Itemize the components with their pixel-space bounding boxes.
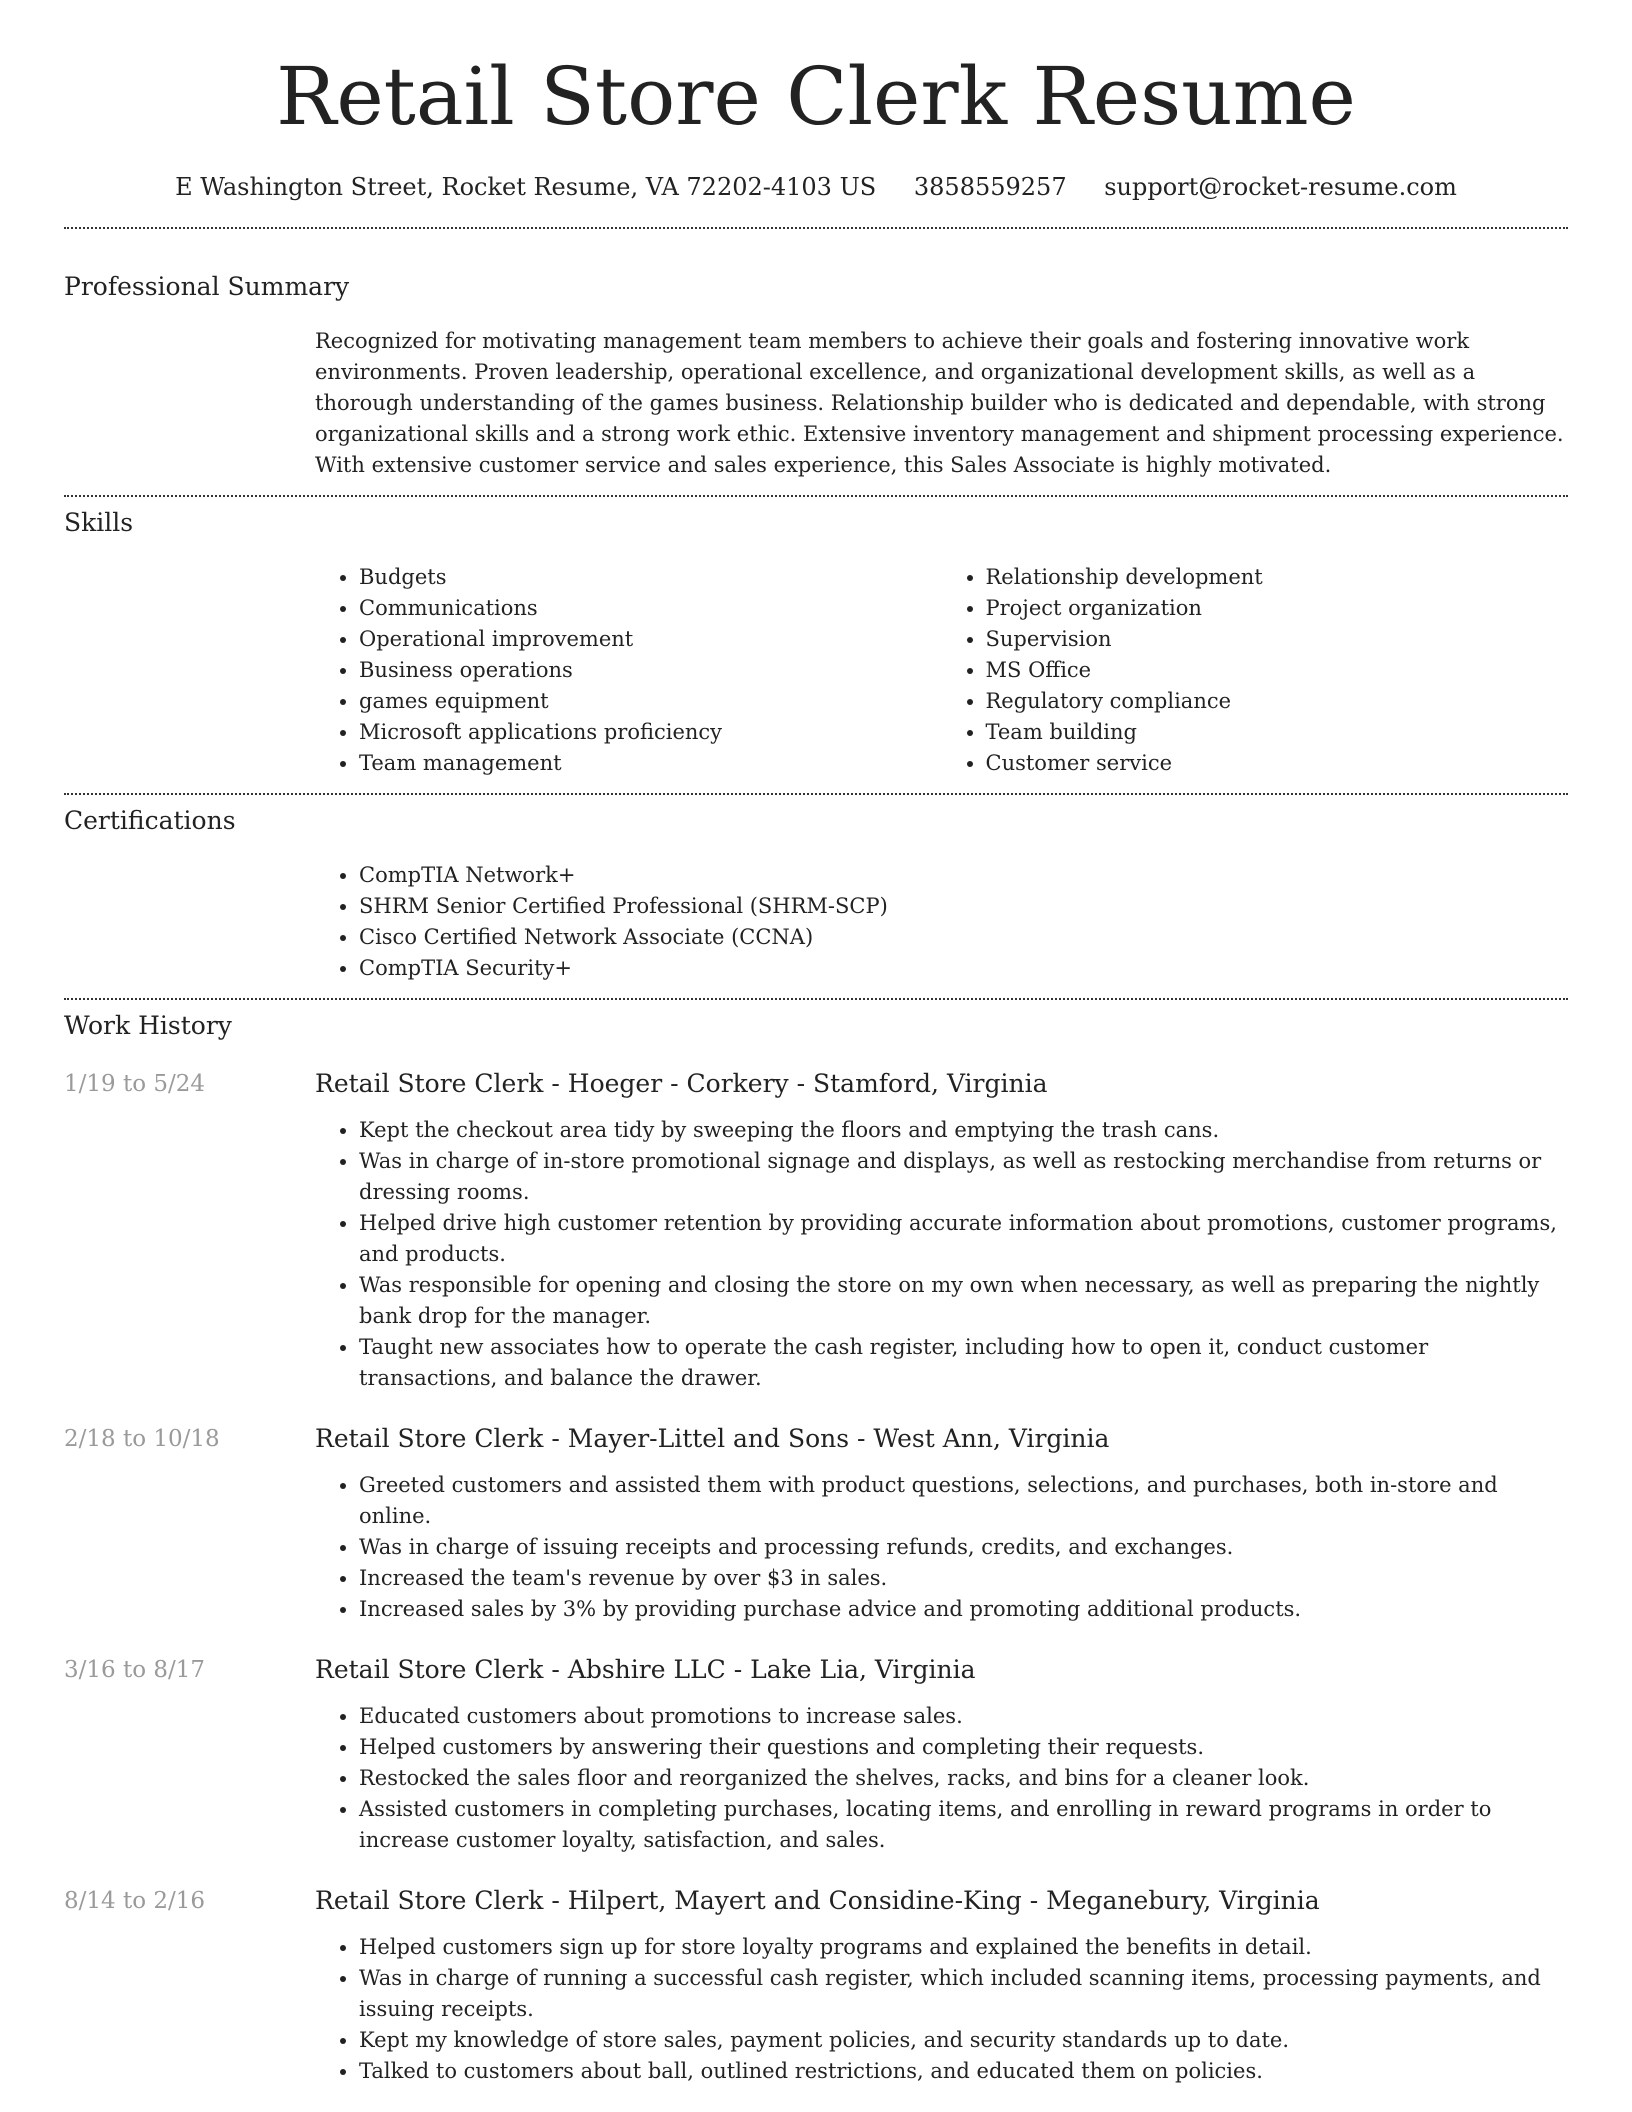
job-dates: 3/16 to 8/17 — [64, 1657, 206, 1683]
job-title: Retail Store Clerk - Abshire LLC - Lake Lia, Virginia — [315, 1655, 976, 1684]
job-title: Retail Store Clerk - Hilpert, Mayert and Considine-King - Meganebury, Virginia — [315, 1886, 1320, 1915]
job-bullets — [315, 1470, 1568, 1625]
job-entry — [64, 1068, 1568, 1394]
list-item: • Greeted customers and assisted them with product questions, selections, and purchases, both in-store and online. — [359, 1470, 1568, 1532]
job-bullets — [315, 1932, 1568, 2087]
job-dates: 1/19 to 5/24 — [64, 1071, 206, 1097]
list-item: • Operational improvement — [359, 624, 942, 655]
list-item: • Was in charge of running a successful cash register, which included scanning items, processing payments, and issuing receipts. — [359, 1963, 1568, 2025]
job-details — [315, 1885, 1568, 2087]
list-item: • Was in charge of issuing receipts and processing refunds, credits, and exchanges. — [359, 1532, 1568, 1563]
job-dates: 2/18 to 10/18 — [64, 1426, 220, 1452]
job-details — [315, 1423, 1568, 1625]
list-item: • Communications — [359, 593, 942, 624]
list-item: • Kept my knowledge of store sales, payment policies, and security standards up to date. — [359, 2025, 1568, 2056]
resume-page — [64, 0, 1568, 2087]
job-details — [315, 1654, 1568, 1856]
list-item: • Supervision — [986, 624, 1569, 655]
skills-list-left — [315, 562, 942, 779]
list-item: • CompTIA Security+ — [359, 953, 1568, 984]
list-item: • Microsoft applications proficiency — [359, 717, 942, 748]
job-bullets — [315, 1701, 1568, 1856]
list-item: • Helped customers sign up for store loyalty programs and explained the benefits in detail. — [359, 1932, 1568, 1963]
skills-list-right — [942, 562, 1569, 779]
divider — [64, 793, 1568, 795]
skills-lists — [315, 562, 1568, 779]
summary-heading: Professional Summary — [64, 272, 350, 301]
phone: 3858559257 — [913, 173, 1067, 201]
divider — [64, 227, 1568, 229]
list-item: • Talked to customers about ball, outlined restrictions, and educated them on policies. — [359, 2056, 1568, 2087]
list-item: • Assisted customers in completing purchases, locating items, and enrolling in reward programs in order to increase customer loyalty, satisfaction, and sales. — [359, 1794, 1568, 1856]
list-item: • Increased sales by 3% by providing purchase advice and promoting additional products. — [359, 1594, 1568, 1625]
contact-line — [64, 167, 1568, 207]
summary-section — [64, 271, 1568, 481]
job-entry — [64, 1423, 1568, 1625]
list-item: • Team building — [986, 717, 1569, 748]
list-item: • Taught new associates how to operate the cash register, including how to open it, conduct customer transactions, and balance the drawer. — [359, 1332, 1568, 1394]
list-item: • Project organization — [986, 593, 1569, 624]
list-item: • Customer service — [986, 748, 1569, 779]
job-title: Retail Store Clerk - Hoeger - Corkery - Stamford, Virginia — [315, 1069, 1048, 1098]
skills-heading: Skills — [64, 508, 134, 537]
list-item: • Was responsible for opening and closing the store on my own when necessary, as well as preparing the nightly bank drop for the manager. — [359, 1270, 1568, 1332]
divider — [64, 495, 1568, 497]
list-item: • SHRM Senior Certified Professional (SHRM-SCP) — [359, 891, 1568, 922]
list-item: • Helped customers by answering their questions and completing their requests. — [359, 1732, 1568, 1763]
list-item: • Was in charge of in-store promotional signage and displays, as well as restocking merchandise from returns or dressing rooms. — [359, 1146, 1568, 1208]
skills-section — [64, 507, 1568, 779]
list-item: • Restocked the sales floor and reorganized the shelves, racks, and bins for a cleaner look. — [359, 1763, 1568, 1794]
list-item: • Educated customers about promotions to increase sales. — [359, 1701, 1568, 1732]
job-entry — [64, 1885, 1568, 2087]
email: support@rocket-resume.com — [1104, 173, 1457, 201]
resume-title: Retail Store Clerk Resume — [276, 50, 1356, 143]
summary-text: Recognized for motivating management team members to achieve their goals and fostering innovative work environments. Proven leadership, operational excellence, and organizational development skills, as well as a thorough understanding of the games business. Relationship builder who is dedicated and dependable, with strong organizational skills and a strong work ethic. Extensive inventory management and shipment processing experience. With extensive customer service and sales experience, this Sales Associate is highly motivated. — [315, 329, 1564, 477]
list-item: • CompTIA Network+ — [359, 860, 1568, 891]
job-bullets — [315, 1115, 1568, 1394]
certifications-list — [315, 860, 1568, 984]
certifications-wrap — [315, 860, 1568, 984]
list-item: • Budgets — [359, 562, 942, 593]
list-item: • Cisco Certified Network Associate (CCNA) — [359, 922, 1568, 953]
work-section — [64, 1010, 1568, 2087]
list-item: • Kept the checkout area tidy by sweeping the floors and emptying the trash cans. — [359, 1115, 1568, 1146]
list-item: • Team management — [359, 748, 942, 779]
list-item: • Regulatory compliance — [986, 686, 1569, 717]
list-item: • Business operations — [359, 655, 942, 686]
list-item: • MS Office — [986, 655, 1569, 686]
divider — [64, 998, 1568, 1000]
list-item: • Increased the team's revenue by over $3 in sales. — [359, 1563, 1568, 1594]
list-item: • games equipment — [359, 686, 942, 717]
job-title: Retail Store Clerk - Mayer-Littel and Sons - West Ann, Virginia — [315, 1424, 1110, 1453]
work-heading: Work History — [64, 1011, 232, 1040]
job-dates: 8/14 to 2/16 — [64, 1888, 206, 1914]
address: E Washington Street, Rocket Resume, VA 72202-4103 US — [175, 173, 877, 201]
list-item: • Helped drive high customer retention by providing accurate information about promotions, customer programs, and products. — [359, 1208, 1568, 1270]
certifications-section — [64, 805, 1568, 984]
list-item: • Relationship development — [986, 562, 1569, 593]
job-entry — [64, 1654, 1568, 1856]
certifications-heading: Certifications — [64, 806, 236, 835]
job-details — [315, 1068, 1568, 1394]
